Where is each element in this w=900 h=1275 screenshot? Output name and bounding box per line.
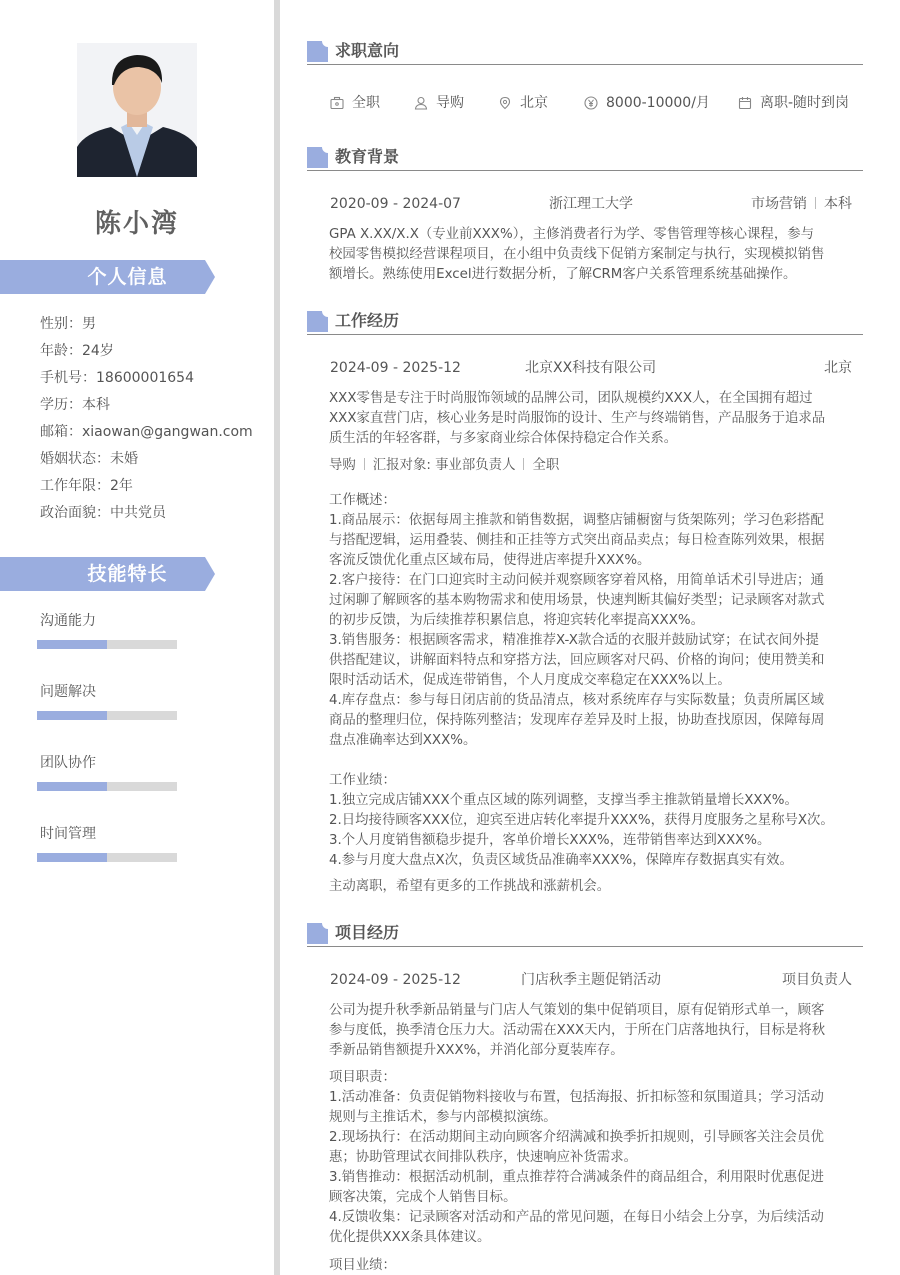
work-leave-reason	[329, 877, 853, 897]
skill-name: 问题解决	[40, 684, 96, 700]
education-major: 市场营销	[751, 196, 807, 212]
skill-bar	[37, 640, 177, 649]
text-line: 公司为提升秋季新品销量与门店人气策划的集中促销项目，原有促销形式单一，顾客	[329, 1003, 825, 1018]
sidebar	[0, 0, 274, 1275]
info-email: 邮箱：xiaowan@gangwan.com	[40, 424, 253, 440]
intent-availability-text: 离职-随时到岗	[760, 95, 850, 111]
info-years: 工作年限：2年	[40, 478, 133, 494]
candidate-name: 陈小湾	[94, 209, 179, 239]
work-company-intro	[329, 389, 853, 449]
text-line: 顾客决策，完成个人销售目标。	[329, 1190, 517, 1205]
personal-info-banner	[0, 260, 215, 294]
text-line: 质生活的年轻客群，与多家商业综合体保持稳定合作关系。	[329, 431, 678, 446]
text-line: 客流反馈优化重点区域布局，使得进店率提升XXX%。	[329, 553, 651, 568]
work-tag-report: 汇报对象: 事业部负责人	[372, 458, 516, 473]
work-tag-position: 导购	[329, 458, 356, 473]
text-line: XXX家直营门店，核心业务是时尚服饰的设计、生产与终端销售，产品服务于追求品	[329, 411, 826, 426]
user-icon	[414, 96, 428, 110]
work-city: 北京	[824, 360, 852, 376]
work-company: 北京XX科技有限公司	[525, 360, 657, 376]
personal-info-title: 个人信息	[87, 266, 168, 288]
location-icon	[498, 96, 512, 110]
text-line: 3.个人月度销售额稳步提升，客单价增长XXX%，连带销售率达到XXX%。	[329, 833, 771, 848]
text-line: 3.销售推动：根据活动机制，重点推荐符合满减条件的商品组合，利用限时优惠促进	[329, 1170, 824, 1185]
skills-title: 技能特长	[87, 563, 168, 585]
text-line: 额增长。熟练使用Excel进行数据分析，了解CRM客户关系管理系统基础操作。	[329, 267, 797, 282]
skill-name: 团队协作	[40, 755, 96, 771]
project-name: 门店秋季主题促销活动	[521, 972, 661, 988]
text-line: 工作概述：	[329, 493, 396, 508]
personal-info-list	[40, 313, 270, 529]
project-meta	[330, 970, 852, 990]
skill-name: 时间管理	[40, 826, 96, 842]
section-header-education	[307, 147, 863, 171]
text-line: 的初步反馈，为后续推荐积累信息，将迎宾转化率提高XXX%。	[329, 613, 705, 628]
skill-level-fill	[37, 853, 107, 862]
text-line: 工作业绩：	[329, 773, 396, 788]
text-line: 1.活动准备：负责促销物料接收与布置，包括海报、折扣标签和氛围道具；学习活动	[329, 1090, 824, 1105]
intent-city-text: 北京	[520, 95, 548, 111]
skill-level-fill	[37, 711, 107, 720]
briefcase-icon	[330, 96, 344, 110]
education-major-degree	[751, 194, 852, 214]
text-line: 惠；协助管理试衣间排队秩序，快速响应补货需求。	[329, 1150, 637, 1165]
work-details	[329, 491, 853, 871]
text-line: 参与度低，换季清仓压力大。活动需在XXX天内，于所在门店落地执行，目标是将秋	[329, 1023, 826, 1038]
text-line	[329, 1248, 853, 1256]
work-tags	[329, 456, 559, 476]
info-political: 政治面貌：中共党员	[40, 505, 166, 521]
skills-banner	[0, 557, 215, 591]
skill-item	[40, 752, 180, 774]
text-line: 3.销售服务：根据顾客需求，精准推荐X-X款合适的衣服并鼓励试穿；在试衣间外提	[329, 633, 819, 648]
skill-bar	[37, 782, 177, 791]
education-degree: 本科	[824, 196, 852, 212]
section-square-icon	[307, 923, 328, 944]
education-school: 浙江理工大学	[549, 196, 633, 212]
info-marital: 婚姻状态：未婚	[40, 451, 138, 467]
intent-type-text: 全职	[352, 95, 380, 111]
info-gender: 性别：男	[40, 316, 96, 332]
job-intent-row	[330, 93, 860, 113]
text-line	[329, 751, 853, 771]
intent-salary-text: 8000-10000/月	[606, 95, 710, 111]
text-line: 1.独立完成店铺XXX个重点区域的陈列调整，支撑当季主推款销量增长XXX%。	[329, 793, 798, 808]
column-divider	[274, 0, 280, 1275]
section-square-icon	[307, 41, 328, 62]
text-line: 4.参与月度大盘点X次，负责区域货品准确率XXX%，保障库存数据真实有效。	[329, 853, 793, 868]
text-line: 盘点准确率达到XXX%。	[329, 733, 477, 748]
section-title-education: 教育背景	[335, 147, 400, 166]
section-square-icon	[307, 311, 328, 332]
skill-level-fill	[37, 782, 107, 791]
text-line: 项目职责：	[329, 1070, 396, 1085]
skill-item	[40, 610, 180, 632]
section-header-project	[307, 923, 863, 947]
project-date: 2024-09 - 2025-12	[330, 972, 461, 988]
text-line: 商品的整理归位，保持陈列整洁；发现库存差异及时上报，协助查找原因，保障每周	[329, 713, 825, 728]
text-line: 2.现场执行：在活动期间主动向顾客介绍满减和换季折扣规则，引导顾客关注会员优	[329, 1130, 824, 1145]
text-line: 规则与主推话术，参与内部模拟演练。	[329, 1110, 557, 1125]
text-line: 优化提供XXX条具体建议。	[329, 1230, 491, 1245]
text-line: 2.客户接待：在门口迎宾时主动问候并观察顾客穿着风格，用简单话术引导进店；通	[329, 573, 824, 588]
skill-item	[40, 823, 180, 845]
project-intro	[329, 1001, 853, 1061]
profile-photo	[77, 43, 197, 177]
work-meta	[330, 358, 852, 378]
separator	[815, 197, 816, 209]
section-title-project: 项目经历	[335, 923, 400, 942]
education-date: 2020-09 - 2024-07	[330, 196, 461, 212]
intent-position-text: 导购	[436, 95, 464, 111]
text-line: 2.日均接待顾客XXX位，迎宾至进店转化率提升XXX%，获得月度服务之星称号X次。	[329, 813, 834, 828]
info-education: 学历：本科	[40, 397, 110, 413]
info-age: 年龄：24岁	[40, 343, 114, 359]
text-line: 供搭配建议，讲解面料特点和穿搭方法，回应顾客对尺码、价格的询问；使用赞美和	[329, 653, 825, 668]
skill-level-fill	[37, 640, 107, 649]
text-line: 季新品销售额提升XXX%，并消化部分夏装库存。	[329, 1043, 624, 1058]
text-line: 限时活动话术，促成连带销售，个人月度成交率稳定在XXX%以上。	[329, 673, 731, 688]
education-meta	[330, 194, 852, 214]
info-phone: 手机号：18600001654	[40, 370, 194, 386]
separator	[364, 458, 365, 470]
work-tag-type: 全职	[532, 458, 560, 473]
text-line: GPA X.XX/X.X（专业前XXX%），主修消费者行为学、零售管理等核心课程，参与	[329, 227, 814, 242]
work-date: 2024-09 - 2025-12	[330, 360, 461, 376]
text-line: 与搭配逻辑，运用叠装、侧挂和正挂等方式突出商品卖点；每日检查陈列效果，根据	[329, 533, 825, 548]
skill-bar	[37, 853, 177, 862]
skill-name: 沟通能力	[40, 613, 96, 629]
calendar-icon	[738, 96, 752, 110]
section-header-intent	[307, 41, 863, 65]
text-line: 4.反馈收集：记录顾客对活动和产品的常见问题，在每日小结会上分享，为后续活动	[329, 1210, 824, 1225]
text-line: 校园零售模拟经营课程项目，在小组中负责线下促销方案制定与执行，实现模拟销售	[329, 247, 825, 262]
text-line: 项目业绩：	[329, 1258, 396, 1273]
text-line: XXX零售是专注于时尚服饰领域的品牌公司，团队规模约XXX人，在全国拥有超过	[329, 391, 813, 406]
skill-item	[40, 681, 180, 703]
education-description	[329, 225, 853, 285]
separator	[523, 458, 524, 470]
section-title-intent: 求职意向	[335, 41, 400, 60]
person-photo-icon	[77, 43, 197, 177]
text-line: 过闲聊了解顾客的基本购物需求和使用场景，快速判断其偏好类型；记录顾客对款式	[329, 593, 825, 608]
text-line: 1.商品展示：依据每周主推款和销售数据，调整店铺橱窗与货架陈列；学习色彩搭配	[329, 513, 824, 528]
yen-icon	[584, 96, 598, 110]
text-line: 4.库存盘点：参与每日闭店前的货品清点，核对系统库存与实际数量；负责所属区域	[329, 693, 824, 708]
section-header-work	[307, 311, 863, 335]
text-line: 主动离职，希望有更多的工作挑战和涨薪机会。	[329, 879, 611, 894]
project-duties	[329, 1068, 853, 1275]
section-title-work: 工作经历	[335, 311, 400, 330]
section-square-icon	[307, 147, 328, 168]
project-role: 项目负责人	[782, 972, 852, 988]
skill-bar	[37, 711, 177, 720]
